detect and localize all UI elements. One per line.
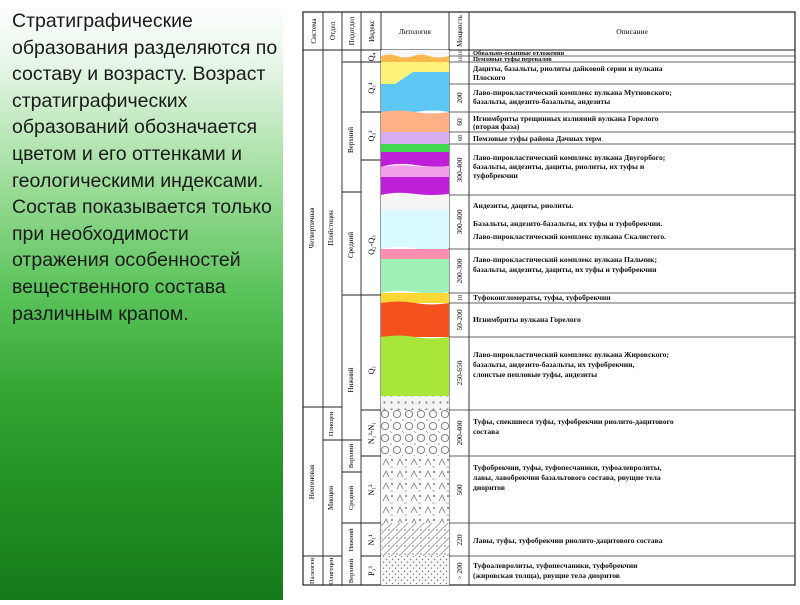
thickness-5: 60 xyxy=(458,135,464,141)
subdivision-upper: Верхний xyxy=(347,126,355,154)
band-tuffbreccia xyxy=(381,456,449,523)
thickness-9: 10 xyxy=(457,294,464,302)
band-andesite xyxy=(381,193,449,210)
thickness-8: 200-300 xyxy=(455,258,464,284)
thickness-3: 200 xyxy=(455,92,464,104)
division-pleistocene: Плейстоцен xyxy=(327,210,335,246)
thickness-2: 10 xyxy=(459,56,464,62)
thickness-6: 300-400 xyxy=(455,157,464,183)
desc-line: Туфоконгломераты, туфы, туфобрекчии xyxy=(473,293,611,302)
desc-line: базальты, андезито-базальты, андезиты xyxy=(473,97,611,106)
desc-line: Туфоалевролиты, туфопесчаники, туфобрекчии xyxy=(473,561,638,570)
band-palchik-pink xyxy=(381,249,449,259)
band-tuffsiltstone xyxy=(381,556,449,585)
desc-line: Лаво-пирокластический комплекс вулкана Мутновского; xyxy=(473,88,672,97)
band-pumice-dachnye xyxy=(381,132,449,144)
desc-line: Обвально-осыпные отложения xyxy=(473,50,565,57)
band-ignimbrite-gorely xyxy=(381,111,449,133)
lithology-bands xyxy=(381,50,449,585)
header-subdivision: Подотдел xyxy=(348,16,356,46)
division-miocene: Миоцен xyxy=(327,485,335,511)
index-q4: Q₄ xyxy=(367,52,376,62)
desc-line: лавы, лавобрекчии базальтового состава, рвущие тела xyxy=(473,473,661,482)
band-magenta xyxy=(381,177,449,196)
index-q3-2: Q₃² xyxy=(367,130,376,142)
stratigraphic-column xyxy=(283,0,800,600)
band-welded-tuff xyxy=(381,410,449,456)
index-n1-2: N₁² xyxy=(367,484,376,496)
desc-line: (вторая фаза) xyxy=(473,122,520,131)
band-tuffconglomerate xyxy=(381,293,449,303)
index-n2-n1: N₁³-N₁ xyxy=(367,421,376,445)
band-ignimbrite-lower xyxy=(381,302,449,338)
desc-line: Лаво-пирокластический комплекс вулкана Пальчик; xyxy=(473,255,658,264)
header-thickness: Мощность xyxy=(456,15,464,47)
band-lava-tuff xyxy=(381,523,449,556)
band-tuff-dots xyxy=(381,396,449,410)
subdivision-miocene-upper: Верхний xyxy=(348,443,355,469)
system-paleogene: Палеоген xyxy=(309,558,316,584)
thickness-10: 50-200 xyxy=(455,309,464,331)
thickness-15: > 200 xyxy=(455,562,464,580)
header-description: Описание xyxy=(616,27,648,36)
text-panel xyxy=(0,0,283,600)
band-pink-upper xyxy=(381,165,449,177)
desc-line: Туфобрекчии, туфы, туфопесчаники, туфоалевролиты, xyxy=(473,463,662,472)
system-neogene: Неогеновая xyxy=(308,464,316,500)
desc-line: состава xyxy=(473,427,500,436)
desc-line: слоистые пепловые туфы, андезиты xyxy=(473,370,598,379)
subdivision-miocene-lower: Нижний xyxy=(348,528,355,552)
header-lithology: Литология xyxy=(399,28,431,36)
band-green xyxy=(381,144,449,152)
desc-line: Пемзовые туфы перевалов xyxy=(473,56,552,63)
subdivision-oligocene-upper: Верхний xyxy=(348,558,355,584)
band-zhirovsky xyxy=(381,336,449,397)
desc-line: базальты, андезито-базальты, их туфобрекчии, xyxy=(473,360,635,369)
thickness-4: 60 xyxy=(455,118,464,126)
thickness-12: 200-400 xyxy=(455,420,464,446)
desc-line: Дациты, базальты, риолиты дайковой серии и вулкана xyxy=(473,64,663,73)
header-division: Отдел xyxy=(329,21,337,41)
subdivision-middle: Средний xyxy=(347,232,355,258)
index-q2-q3: Q₂-Q₃ xyxy=(367,235,376,255)
stratigraphic-column-panel xyxy=(283,0,800,600)
desc-line: Лаво-пирокластический комплекс вулкана Двугорбого; xyxy=(473,153,666,162)
desc-line: диоритов xyxy=(473,483,505,492)
desc-line: базальты, андезиты, дациты, риолиты, их туфы и xyxy=(473,162,645,171)
desc-line: Андезиты, дациты, риолиты. xyxy=(473,201,574,210)
desc-line: базальты, андезиты, дациты, их туфы и туфобрекчии xyxy=(473,265,657,274)
subdivision-miocene-middle: Средний xyxy=(348,485,355,511)
desc-line: Лаво-пирокластический комплекс вулкана Жировского; xyxy=(473,350,669,359)
header-system: Система xyxy=(310,18,318,44)
division-pliocene: Плиоцен xyxy=(328,411,335,437)
thickness-7: 300-400 xyxy=(455,209,464,235)
index-n1-1: N₁¹ xyxy=(367,534,376,546)
desc-line: Базальты, андезито-базальты, их туфы и туфобрекчии. xyxy=(473,219,663,228)
subdivision-lower: Нижний xyxy=(347,367,355,393)
desc-line: Плоского xyxy=(473,73,506,82)
thickness-13: 500 xyxy=(455,484,464,496)
thickness-1: 10 xyxy=(459,50,464,56)
header-index: Индекс xyxy=(368,20,376,42)
desc-line: Лавы, туфы, туфобрекчии риолито-дацитового состава xyxy=(473,536,663,545)
desc-line: Игнимбриты трещинных излияний вулкана Горелого xyxy=(473,114,659,123)
thickness-11: 250-650 xyxy=(455,360,464,386)
desc-line: Туфы, спекшиеся туфы, туфобрекчии риолито-дацитового xyxy=(473,417,674,426)
desc-line: Игнимбриты вулкана Горелого xyxy=(473,315,581,324)
index-q1: Q₁ xyxy=(367,365,376,375)
desc-line: Лаво-пирокластический комплекс вулкана Скалистого. xyxy=(473,232,667,241)
explanatory-paragraph: Стратиграфические образования разделяются по составу и возрасту. Возраст стратиграфических образований обозначается цветом и его оттенками и геологическими индексами. Состав показывается только при необходимости отражения особенностей вещественного состава различным крапом. xyxy=(12,10,278,325)
index-q3-4: Q₃⁴ xyxy=(367,82,376,94)
band-palchik xyxy=(381,259,449,294)
desc-line: Пемзовые туфы района Дачных терм xyxy=(473,134,602,143)
thickness-14: 220 xyxy=(455,534,464,546)
division-oligocene: Олигоцен xyxy=(328,557,335,585)
band-skalisty xyxy=(381,210,449,250)
system-quaternary: Четвертичная xyxy=(308,207,316,249)
desc-line: (жировская толща), рвущие тела диоритов xyxy=(473,571,620,580)
index-p3: P₃³ xyxy=(367,566,376,576)
desc-line: туфобрекчии xyxy=(473,171,518,180)
